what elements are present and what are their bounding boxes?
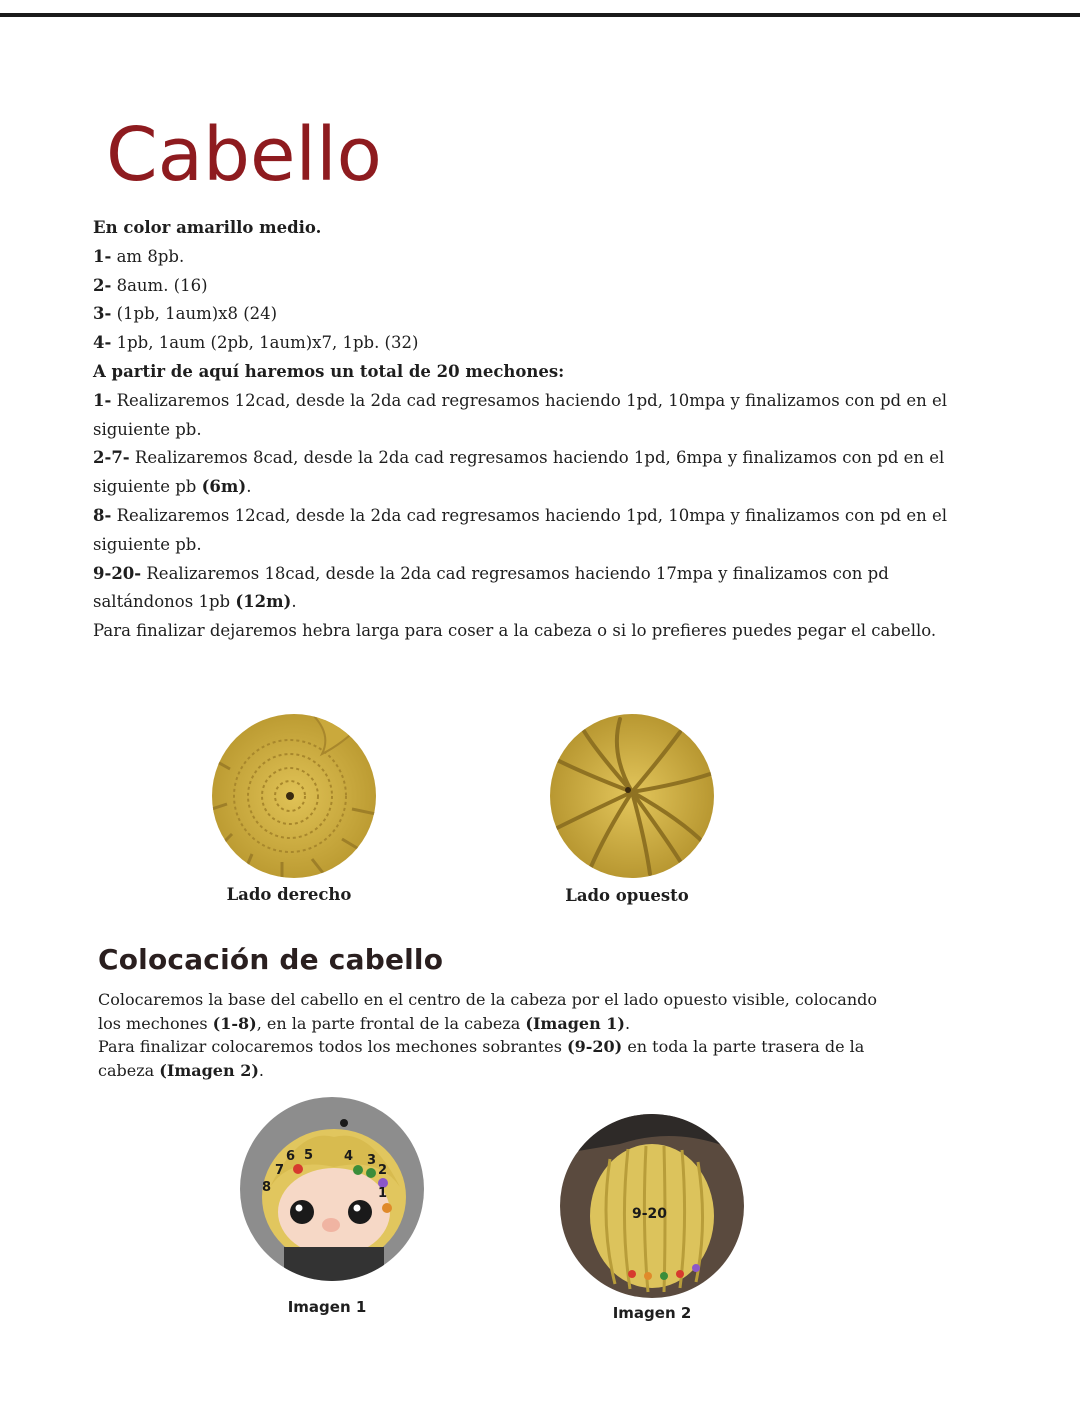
strand-8: 8- Realizaremos 12cad, desde la 2da cad regresamos haciendo 1pd, 10mpa y finalizamos con pd en el siguiente pb. — [93, 505, 948, 554]
caption-opposite-side: Lado opuesto — [565, 886, 689, 905]
strands-heading: A partir de aquí haremos un total de 20 mechones: — [93, 361, 565, 381]
placement-paragraph-1: Colocaremos la base del cabello en el centro de la cabeza por el lado opuesto visible, colocando los mechones (1-8), en la parte frontal de la cabeza (Imagen 1). — [98, 990, 877, 1033]
crochet-base-back-image — [550, 714, 714, 878]
pattern-text — [93, 214, 973, 646]
back-strands-label: 9-20 — [632, 1206, 668, 1222]
pin-label-5: 5 — [304, 1148, 314, 1163]
photo-image-1 — [240, 1097, 424, 1281]
color-note: En color amarillo medio. — [93, 218, 322, 237]
round-2: 2- 8aum. (16) — [93, 275, 208, 295]
page-title: Cabello — [106, 112, 382, 198]
round-1: 1- am 8pb. — [93, 246, 185, 266]
caption-image-1: Imagen 1 — [287, 1298, 367, 1316]
strand-2-7: 2-7- Realizaremos 8cad, desde la 2da cad regresamos haciendo 1pd, 6mpa y finalizamos con pd en el siguiente pb (6m). — [93, 448, 945, 497]
round-4: 4- 1pb, 1aum (2pb, 1aum)x7, 1pb. (32) — [93, 333, 419, 353]
photo-image-2 — [560, 1114, 744, 1298]
pin-label-4: 4 — [344, 1149, 354, 1164]
pin-label-8: 8 — [262, 1180, 272, 1195]
doll-head-back-image — [560, 1114, 744, 1298]
section-heading-placement: Colocación de cabello — [98, 943, 444, 976]
pin-label-2: 2 — [378, 1163, 388, 1178]
caption-image-2: Imagen 2 — [612, 1304, 692, 1322]
photo-opposite-side — [550, 714, 714, 878]
pin-label-1: 1 — [378, 1186, 388, 1201]
crochet-base-front-image — [212, 714, 376, 878]
placement-paragraph-2: Para finalizar colocaremos todos los mechones sobrantes (9-20) en toda la parte trasera de la cabeza (Imagen 2). — [98, 1037, 865, 1080]
strand-1: 1- Realizaremos 12cad, desde la 2da cad regresamos haciendo 1pd, 10mpa y finalizamos con pd en el siguiente pb. — [93, 390, 948, 439]
placement-text — [98, 988, 898, 1082]
photo-right-side — [212, 714, 376, 878]
pin-label-3: 3 — [367, 1153, 377, 1168]
doll-head-front-image — [240, 1097, 424, 1281]
top-rule — [0, 13, 1080, 17]
pin-label-6: 6 — [286, 1149, 296, 1164]
round-3: 3- (1pb, 1aum)x8 (24) — [93, 304, 278, 324]
caption-right-side: Lado derecho — [226, 885, 352, 904]
finish-note: Para finalizar dejaremos hebra larga para coser a la cabeza o si lo prefieres puedes pegar el cabello. — [93, 621, 937, 641]
pin-label-7: 7 — [275, 1163, 285, 1178]
strand-9-20: 9-20- Realizaremos 18cad, desde la 2da cad regresamos haciendo 17mpa y finalizamos con pd saltándonos 1pb (12m). — [93, 563, 889, 612]
